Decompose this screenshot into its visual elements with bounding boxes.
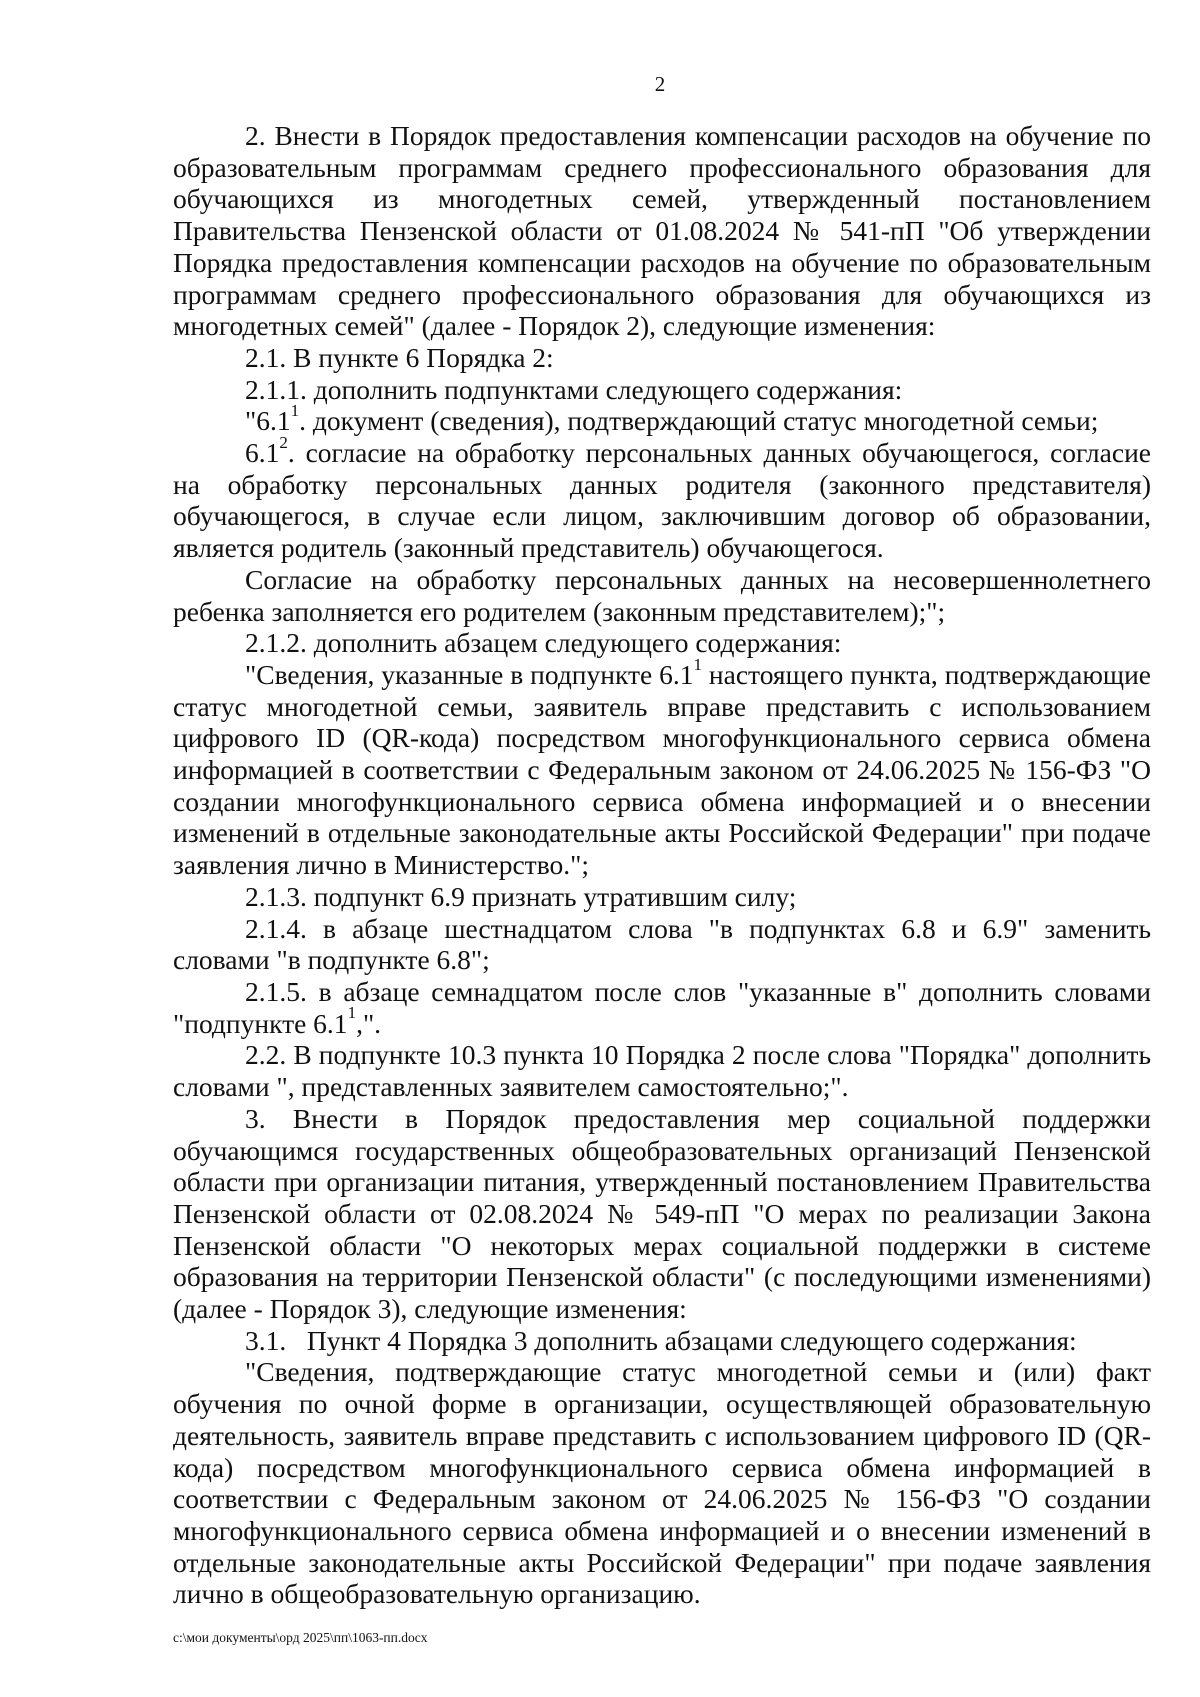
paragraph-2-1-5: [173, 976, 1151, 1039]
paragraph-2-1: 2.1. В пункте 6 Порядка 2:: [245, 341, 554, 373]
paragraph-text-before-superscript: "Сведения, указанные в подпункте 6.1: [245, 658, 694, 690]
paragraph-text-after-superscript: настоящего пункта, подтверждающие статус многодетной семьи, заявитель вправе представить с использованием цифрового ID (QR-кода) посредством многофункционального сервиса обмена информацией в соответствии с Федеральным законом от 24.06.2025 № 156-ФЗ "О создании многофункционального сервиса обмена информацией и о внесении изменений в отдельные законодательные акты Российской Федерации" при подаче заявления лично в Министерство.";: [173, 658, 1152, 881]
page-number: 2: [654, 72, 666, 96]
paragraph-text-before-superscript: "6.1: [245, 405, 291, 437]
paragraph-3-1: 3.1. Пункт 4 Порядка 3 дополнить абзацами следующего содержания:: [245, 1324, 1077, 1356]
superscript-index: 2: [279, 432, 288, 452]
paragraph-2-1-3: 2.1.3. подпункт 6.9 признать утратившим силу;: [245, 880, 797, 912]
paragraph-2-1-2: 2.1.2. дополнить абзацем следующего содержания:: [245, 627, 842, 659]
paragraph-2: 2. Внести в Порядок предоставления компенсации расходов на обучение по образовательным программам среднего профессионального образования для обучающихся из многодетных семей, утвержденный постановлением Правительства Пензенской области от 01.08.2024 № 541-пП "Об утверждении Порядка предоставления компенсации расходов на обучение по образовательным программам среднего профессионального образования для обучающихся из многодетных семей" (далее - Порядок 2), следующие изменения:: [173, 120, 1151, 342]
document-body: [173, 120, 1151, 1610]
paragraph-3: 3. Внести в Порядок предоставления мер социальной поддержки обучающимся государственных общеобразовательных организаций Пензенской области при организации питания, утвержденный постановлением Правительства Пензенской области от 02.08.2024 № 549-пП "О мерах по реализации Закона Пензенской области "О некоторых мерах социальной поддержки в системе образования на территории Пензенской области" (с последующими изменениями) (далее - Порядок 3), следующие изменения:: [173, 1102, 1151, 1325]
paragraph-text-before-superscript: 6.1: [245, 437, 280, 469]
paragraph-consent: Согласие на обработку персональных данных на несовершеннолетнего ребенка заполняется его родителем (законным представителем);";: [173, 563, 1151, 627]
paragraph-6-1-2: [173, 432, 1151, 564]
paragraph-2-2: 2.2. В подпункте 10.3 пункта 10 Порядка 2 после слова "Порядка" дополнить словами ", представленных заявителем самостоятельно;".: [173, 1039, 1151, 1103]
footer-file-path: c:\мои документы\орд 2025\пп\1063-пп.docx: [173, 1630, 428, 1645]
paragraph-6-1-1: [173, 400, 1151, 437]
paragraph-text-before-superscript: 2.1.5. в абзаце семнадцатом после слов "указанные в" дополнить словами "подпункте 6.1: [173, 975, 1151, 1039]
superscript-index: 1: [290, 400, 300, 420]
paragraph-digital-id-1: [173, 654, 1152, 881]
superscript-index: 1: [347, 1003, 357, 1023]
paragraph-digital-id-2: "Сведения, подтверждающие статус многодетной семьи и (или) факт обучения по очной форме в организации, осуществляющей образовательную деятельность, заявитель вправе представить с использованием цифрового ID (QR-кода) посредством многофункционального сервиса обмена информацией в соответствии с Федеральным законом от 24.06.2025 № 156-ФЗ "О создании многофункционального сервиса обмена информацией и о внесении изменений в отдельные законодательные акты Российской Федерации" при подаче заявления лично в общеобразовательную организацию.: [173, 1356, 1151, 1610]
paragraph-text-after-superscript: ,".: [356, 1007, 382, 1039]
paragraph-2-1-4: 2.1.4. в абзаце шестнадцатом слова "в подпунктах 6.8 и 6.9" заменить словами "в подпункте 6.8";: [173, 912, 1151, 976]
paragraph-2-1-1: 2.1.1. дополнить подпунктами следующего содержания:: [245, 373, 903, 405]
paragraph-text-after-superscript: . документ (сведения), подтверждающий статус многодетной семьи;: [299, 405, 1099, 437]
paragraph-text-after-superscript: . согласие на обработку персональных данных обучающегося, согласие на обработку персональных данных родителя (законного представителя) обучающегося, в случае если лицом, заключившим договор об образовании, является родитель (законный представитель) обучающегося.: [173, 437, 1151, 564]
superscript-index: 1: [693, 654, 703, 674]
